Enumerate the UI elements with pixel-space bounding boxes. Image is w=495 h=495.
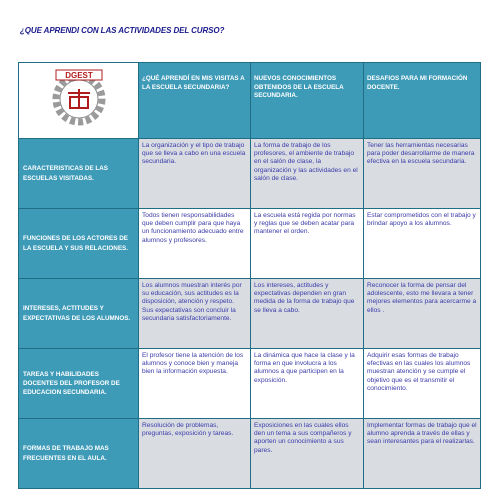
header-challenges: DESAFIOS PARA MI FORMACIÓN DOCENTE.	[364, 63, 481, 139]
table-row	[19, 349, 481, 419]
table-cell: Tener las herramientas necesarias para poder desarrollarme de manera efectiva en la escuela secundaria.	[364, 139, 481, 209]
table-row	[19, 419, 481, 489]
table-cell: La forma de trabajo de los profesores, el ambiente de trabajo en el salón de clase, la organización y las actividades en el salón de clase.	[251, 139, 364, 209]
row-label: FORMAS DE TRABAJO MAS FRECUENTES EN EL AULA.	[19, 419, 139, 489]
table-cell: El profesor tiene la atención de los alumnos y conoce bien y maneja bien la información expuesta.	[139, 349, 251, 419]
table-cell: La escuela está regida por normas y reglas que se deben acatar para mantener el orden.	[251, 209, 364, 279]
reflection-table	[18, 62, 481, 489]
page-title: ¿QUE APRENDI CON LAS ACTIVIDADES DEL CURSO?	[20, 26, 225, 35]
dgest-logo	[24, 66, 134, 130]
table-cell: Los alumnos muestran interés por su educación, sus actitudes es la disposición, atención y respeto. Sus expectativas son concluir la secundaria satisfactoriamente.	[139, 279, 251, 349]
row-label: FUNCIONES DE LOS ACTORES DE LA ESCUELA Y SUS RELACIONES.	[19, 209, 139, 279]
row-label: TAREAS Y HABILIDADES DOCENTES DEL PROFESOR DE EDUCACION SECUNDARIA.	[19, 349, 139, 419]
table-cell: La organización y el tipo de trabajo que se lleva a cabo en una escuela secundaria.	[139, 139, 251, 209]
table-cell: Adquirir esas formas de trabajo efectivas en las cuales los alumnos muestran atención y se cumple el objetivo que es el transmitir el conocimiento.	[364, 349, 481, 419]
logo-cell	[19, 63, 139, 139]
row-label: CARACTERISTICAS DE LAS ESCUELAS VISITADAS.	[19, 139, 139, 209]
table-row	[19, 139, 481, 209]
table-cell: Implementar formas de trabajo que el alumno aprenda a través de ellas y sean interesantes para el realizarlas.	[364, 419, 481, 489]
table-cell: Reconocer la forma de pensar del adolescente, esto me llevara a tener mejores elementos para acercarme a ellos .	[364, 279, 481, 349]
table-row	[19, 279, 481, 349]
table-cell: La dinámica que hace la clase y la forma en que involucra a los alumnos a que participen en la exposición.	[251, 349, 364, 419]
row-label: INTERESES, ACTITUDES Y EXPECTATIVAS DE LOS ALUMNOS.	[19, 279, 139, 349]
table-cell: Los intereses, actitudes y expectativas dependen en gran medida de la forma de trabajo que se lleva a cabo.	[251, 279, 364, 349]
table-cell: Resolución de problemas, preguntas, exposición y tareas.	[139, 419, 251, 489]
table-header-row	[19, 63, 481, 139]
table-row	[19, 209, 481, 279]
table-cell: Exposiciones en las cuales ellos den un tema a sus compañeros y aporten un conocimiento a sus pares.	[251, 419, 364, 489]
table-cell: Estar comprometidos con el trabajo y brindar apoyo a los alumnos.	[364, 209, 481, 279]
logo-text: DGEST	[64, 71, 93, 80]
table-cell: Todos tienen responsabilidades que deben cumplir para que haya un funcionamiento adecuado entre alumnos y profesores.	[139, 209, 251, 279]
header-new-knowledge: NUEVOS CONOCIMIENTOS OBTENIDOS DE LA ESCUELA SECUNDARIA.	[251, 63, 364, 139]
header-learned: ¿QUÉ APRENDÍ EN MIS VISITAS A LA ESCUELA SECUNDARIA?	[139, 63, 251, 139]
